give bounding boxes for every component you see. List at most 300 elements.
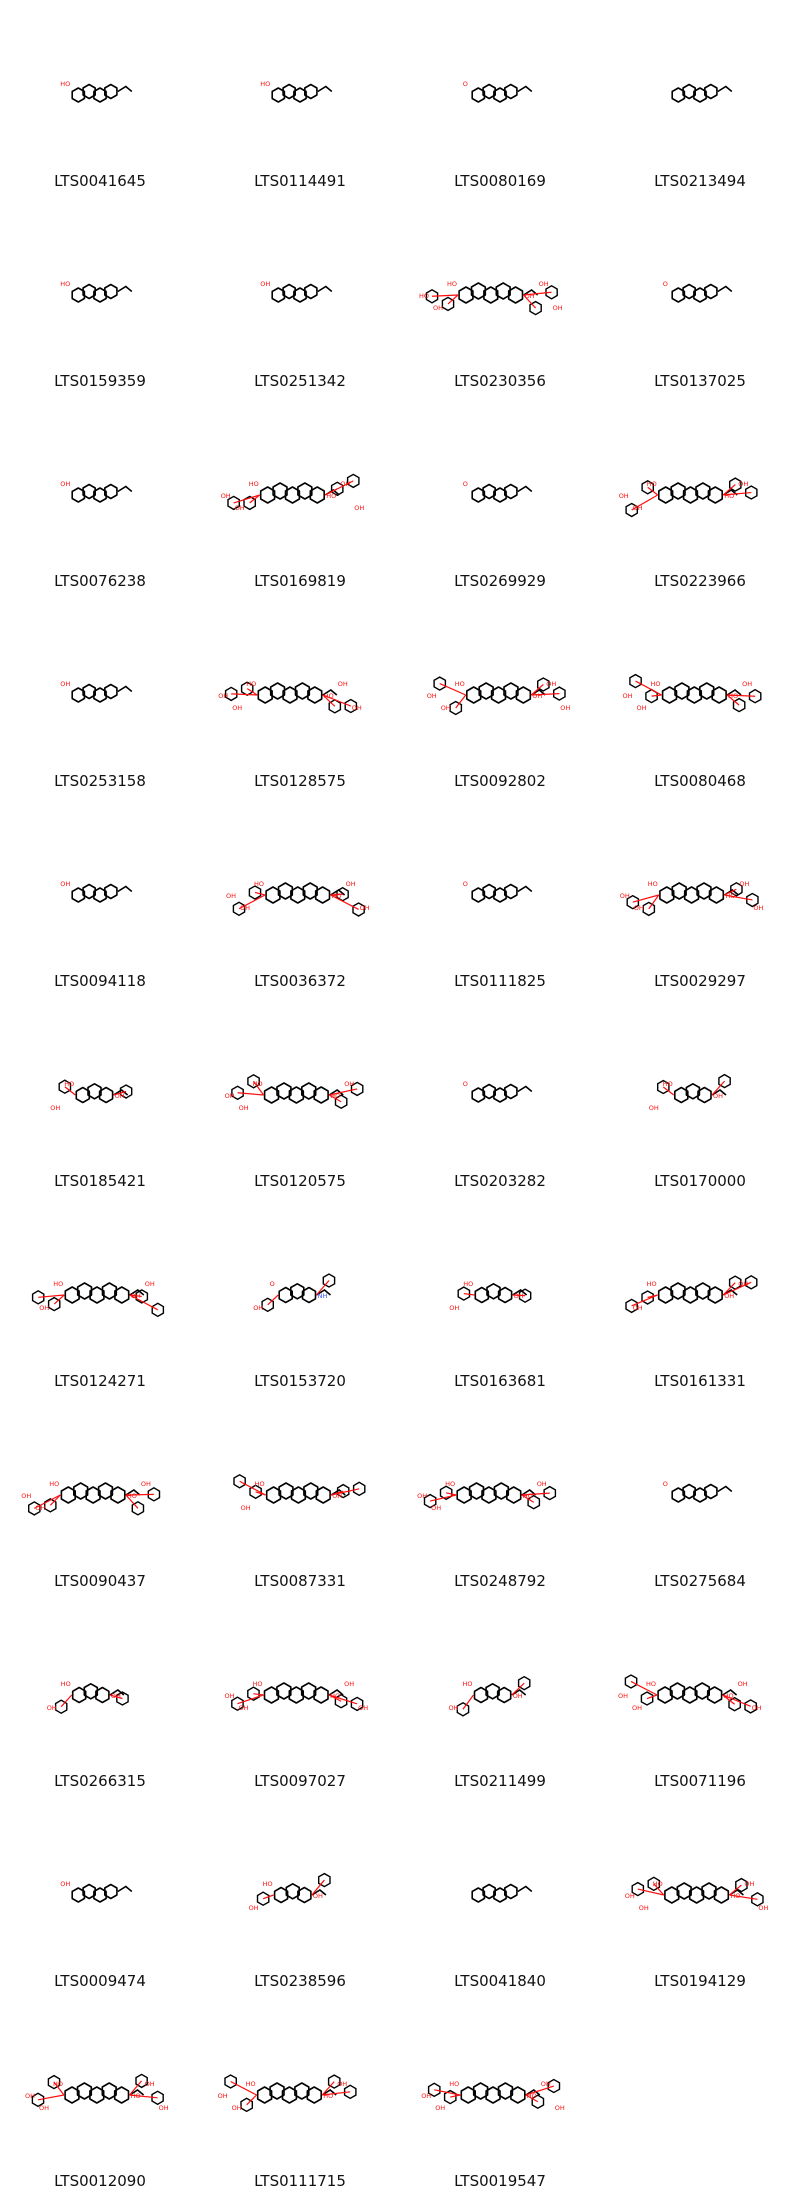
heteroatom-label: HO (646, 1280, 657, 1288)
structure-drawing (200, 610, 400, 760)
structure-drawing (400, 1010, 600, 1160)
heteroatom-label: HO (126, 1492, 137, 1500)
compound-id-label: LTS0071196 (654, 1772, 746, 1790)
heteroatom-label: OH (46, 1704, 57, 1712)
heteroatom-label: OH (110, 1692, 121, 1700)
compound-id-label: LTS0111715 (254, 2172, 346, 2190)
molecule-cell (400, 1800, 600, 2000)
heteroatom-label: OH (739, 880, 750, 888)
heteroatom-label: OH (144, 1280, 155, 1288)
heteroatom-label: OH (619, 892, 630, 900)
molecule-cell (0, 200, 200, 400)
compound-id-label: LTS0213494 (654, 172, 746, 190)
molecule-cell (200, 2000, 400, 2200)
compound-id-label: LTS0253158 (54, 772, 146, 790)
molecule-cell (0, 1400, 200, 1600)
molecule-cell (200, 800, 400, 1000)
molecule-cell (0, 1600, 200, 1800)
heteroatom-label: OH (248, 1904, 259, 1912)
molecule-cell (400, 1400, 600, 1600)
molecule-cell (0, 1000, 200, 1200)
compound-id-label: LTS0080169 (454, 172, 546, 190)
structure-drawing (600, 10, 800, 160)
compound-id-label: LTS0094118 (54, 972, 146, 990)
heteroatom-label: O (462, 880, 468, 888)
heteroatom-label: OH (231, 2104, 242, 2112)
heteroatom-label: HO (449, 2080, 460, 2088)
compound-id-label: LTS0153720 (254, 1372, 346, 1390)
structure-drawing (200, 810, 400, 960)
compound-id-label: LTS0114491 (254, 172, 346, 190)
heteroatom-label: OH (738, 1280, 749, 1288)
molecule-structure (200, 1810, 400, 1960)
structure-drawing (200, 410, 400, 560)
compound-id-label: LTS0163681 (454, 1372, 546, 1390)
compound-id-label: LTS0275684 (654, 1572, 746, 1590)
side-chain (718, 87, 732, 92)
heteroatom-label: OH (536, 1480, 547, 1488)
molecule-structure (600, 1010, 800, 1160)
heteroatom-label: OH (742, 680, 753, 688)
heteroatom-label: OH (218, 692, 229, 700)
molecule-cell (400, 1200, 600, 1400)
heteroatom-label: HO (418, 292, 430, 300)
heteroatom-label: OH (158, 2104, 169, 2112)
heteroatom-label: HO (454, 680, 465, 688)
molecule-cell (200, 1400, 400, 1600)
molecule-structure (600, 810, 800, 960)
molecule-cell (200, 0, 400, 200)
molecule-structure (0, 410, 200, 560)
heteroatom-label: NH (317, 1292, 328, 1300)
heteroatom-label: HO (724, 492, 735, 500)
heteroatom-label: OH (232, 704, 243, 712)
molecule-cell (200, 1200, 400, 1400)
structure-drawing (600, 1210, 800, 1360)
molecule-cell (0, 1800, 200, 2000)
molecule-structure (600, 10, 800, 160)
heteroatom-label: HO (248, 480, 259, 488)
side-chain (518, 887, 532, 892)
heteroatom-label: OH (130, 1292, 141, 1300)
heteroatom-label: HO (323, 692, 334, 700)
heteroatom-label: HO (326, 492, 337, 500)
heteroatom-label: HO (245, 2080, 256, 2088)
structure-drawing (0, 1810, 200, 1960)
side-chain (518, 87, 532, 92)
heteroatom-label: OH (253, 1304, 264, 1312)
heteroatom-label: OH (512, 1692, 523, 1700)
heteroatom-label: OH (60, 1880, 71, 1888)
heteroatom-label: OH (60, 680, 71, 688)
molecule-cell (400, 2000, 600, 2200)
molecule-structure (0, 1610, 200, 1760)
heteroatom-label: OH (35, 1504, 46, 1512)
compound-id-label: LTS0185421 (54, 1172, 146, 1190)
structure-drawing (200, 1410, 400, 1560)
heteroatom-label: OH (332, 1492, 343, 1500)
heteroatom-label: OH (648, 1104, 659, 1112)
heteroatom-label: O (662, 1480, 668, 1488)
side-chain (318, 287, 332, 292)
heteroatom-label: HO (330, 1092, 341, 1100)
heteroatom-label: OH (440, 704, 451, 712)
heteroatom-label: HO (60, 280, 71, 288)
molecule-cell (400, 1600, 600, 1800)
heteroatom-label: OH (724, 1292, 735, 1300)
heteroatom-label: HO (463, 1280, 474, 1288)
side-chain (118, 1887, 132, 1892)
heteroatom-label: OH (538, 280, 549, 288)
heteroatom-label: HO (254, 1480, 265, 1488)
heteroatom-label: HO (330, 1692, 341, 1700)
heteroatom-label: OH (617, 1692, 629, 1700)
heteroatom-label: HO (723, 1692, 734, 1700)
compound-id-label: LTS0041645 (54, 172, 146, 190)
heteroatom-label: OH (417, 1492, 428, 1500)
structure-drawing (0, 1410, 200, 1560)
side-chain (118, 687, 132, 692)
heteroatom-label: OH (260, 280, 271, 288)
heteroatom-label: HO (446, 280, 458, 288)
molecule-cell (200, 1000, 400, 1200)
molecule-structure (600, 210, 800, 360)
compound-id-label: LTS0111825 (454, 972, 546, 990)
molecule-structure (0, 1410, 200, 1560)
molecule-cell (600, 0, 800, 200)
structure-drawing (0, 610, 200, 760)
heteroatom-label: HO (60, 80, 71, 88)
molecule-cell (400, 800, 600, 1000)
heteroatom-label: HO (652, 1880, 663, 1888)
heteroatom-label: OH (421, 2092, 432, 2100)
side-chain (518, 1087, 532, 1092)
heteroatom-label: OH (344, 1080, 355, 1088)
heteroatom-label: OH (738, 480, 749, 488)
molecule-structure (400, 1010, 600, 1160)
molecule-structure (600, 610, 800, 760)
molecule-cell (600, 800, 800, 1000)
molecule-cell (200, 1600, 400, 1800)
heteroatom-label: OH (21, 1492, 32, 1500)
compound-id-label: LTS0041840 (454, 1972, 546, 1990)
structure-drawing (600, 1410, 800, 1560)
compound-id-label: LTS0269929 (454, 572, 546, 590)
heteroatom-label: HO (246, 680, 257, 688)
heteroatom-label: O (269, 1280, 275, 1288)
heteroatom-label: OH (24, 2092, 36, 2100)
structure-drawing (400, 1410, 600, 1560)
molecule-structure (400, 1610, 600, 1760)
heteroatom-label: OH (632, 1304, 643, 1312)
molecule-cell (200, 600, 400, 800)
compound-id-label: LTS0009474 (54, 1972, 146, 1990)
molecule-cell (0, 2000, 200, 2200)
structure-drawing (0, 810, 200, 960)
compound-id-label: LTS0090437 (54, 1572, 146, 1590)
heteroatom-label: OH (240, 1504, 251, 1512)
heteroatom-label: OH (435, 2104, 446, 2112)
heteroatom-label: OH (432, 304, 444, 312)
structure-drawing (0, 2010, 200, 2160)
glycosidic-bond (238, 1093, 264, 1095)
heteroatom-label: HO (662, 1080, 673, 1088)
heteroatom-label: OH (758, 1904, 769, 1912)
heteroatom-label: OH (60, 480, 71, 488)
molecule-structure (200, 1410, 400, 1560)
compound-id-label: LTS0019547 (454, 2172, 546, 2190)
molecule-structure (200, 1010, 400, 1160)
heteroatom-label: OH (238, 1704, 249, 1712)
compound-id-label: LTS0161331 (654, 1372, 746, 1390)
heteroatom-label: HO (252, 1080, 263, 1088)
heteroatom-label: HO (725, 892, 736, 900)
structure-drawing (0, 10, 200, 160)
structure-drawing (600, 610, 800, 760)
heteroatom-label: OH (546, 680, 557, 688)
structure-drawing (200, 1010, 400, 1160)
heteroatom-label: OH (358, 1704, 369, 1712)
molecule-cell (600, 200, 800, 400)
side-chain (318, 87, 332, 92)
molecule-structure (200, 610, 400, 760)
heteroatom-label: OH (552, 304, 563, 312)
compound-id-label: LTS0076238 (54, 572, 146, 590)
heteroatom-label: HO (130, 2092, 141, 2100)
molecule-cell (600, 400, 800, 600)
heteroatom-label: OH (524, 292, 535, 300)
side-chain (518, 1887, 532, 1892)
compound-id-label: LTS0238596 (254, 1972, 346, 1990)
molecule-cell (400, 0, 600, 200)
heteroatom-label: HO (462, 1680, 473, 1688)
molecule-cell (600, 1400, 800, 1600)
heteroatom-label: OH (632, 504, 643, 512)
molecule-structure (400, 610, 600, 760)
sugar-ring (262, 1298, 273, 1311)
compound-id-label: LTS0159359 (54, 372, 146, 390)
glycosidic-bond (432, 295, 458, 296)
structure-drawing (200, 1210, 400, 1360)
heteroatom-label: HO (445, 1480, 456, 1488)
molecule-cell (400, 600, 600, 800)
molecule-structure (0, 810, 200, 960)
heteroatom-label: OH (633, 904, 644, 912)
molecule-cell (400, 1000, 600, 1200)
molecule-structure (400, 1410, 600, 1560)
heteroatom-label: HO (522, 1492, 533, 1500)
heteroatom-label: OH (50, 1104, 61, 1112)
side-chain (118, 287, 132, 292)
molecule-cell (600, 1600, 800, 1800)
heteroatom-label: HO (253, 880, 265, 888)
heteroatom-label: OH (449, 1304, 460, 1312)
structure-drawing (200, 1810, 400, 1960)
molecule-structure (0, 10, 200, 160)
heteroatom-label: OH (431, 1504, 442, 1512)
structure-drawing (400, 1210, 600, 1360)
heteroatom-label: HO (64, 1080, 75, 1088)
heteroatom-label: HO (49, 1480, 60, 1488)
structure-drawing (600, 810, 800, 960)
heteroatom-label: HO (526, 2092, 537, 2100)
molecule-cell (400, 200, 600, 400)
molecule-structure (0, 1010, 200, 1160)
molecule-structure (400, 210, 600, 360)
molecule-structure (400, 10, 600, 160)
heteroatom-label: OH (337, 2080, 348, 2088)
heteroatom-label: OH (751, 1704, 762, 1712)
compound-id-label: LTS0124271 (54, 1372, 146, 1390)
glycosidic-bond (253, 1694, 263, 1695)
glycosidic-bond (652, 695, 662, 696)
molecule-structure (0, 1210, 200, 1360)
molecule-cell (0, 1200, 200, 1400)
compound-id-label: LTS0169819 (254, 572, 346, 590)
structure-drawing (0, 1010, 200, 1160)
molecule-structure (400, 810, 600, 960)
heteroatom-label: OH (513, 1292, 524, 1300)
molecule-structure (600, 1810, 800, 1960)
molecule-structure (0, 1810, 200, 1960)
structure-drawing (600, 1610, 800, 1760)
molecule-cell (200, 400, 400, 600)
structure-drawing (600, 1810, 800, 1960)
structure-drawing (600, 1010, 800, 1160)
heteroatom-label: OH (737, 1680, 748, 1688)
heteroatom-label: OH (426, 692, 437, 700)
side-chain (118, 487, 132, 492)
heteroatom-label: O (662, 280, 668, 288)
heteroatom-label: OH (345, 880, 356, 888)
heteroatom-label: OH (217, 2092, 228, 2100)
molecule-cell (0, 600, 200, 800)
heteroatom-label: OH (622, 692, 633, 700)
compound-id-label: LTS0080468 (654, 772, 746, 790)
heteroatom-label: HO (331, 892, 342, 900)
molecule-structure (400, 410, 600, 560)
molecule-structure (200, 810, 400, 960)
heteroatom-label: OH (344, 1680, 355, 1688)
structure-drawing (0, 210, 200, 360)
compound-id-label: LTS0137025 (654, 372, 746, 390)
heteroatom-label: O (462, 1080, 468, 1088)
structure-drawing (600, 410, 800, 560)
structure-drawing (400, 210, 600, 360)
heteroatom-label: OH (359, 904, 370, 912)
glycosidic-bond (430, 1495, 456, 1501)
heteroatom-label: HO (323, 2092, 334, 2100)
structure-drawing (400, 10, 600, 160)
compound-id-label: LTS0223966 (654, 572, 746, 590)
compound-id-label: LTS0194129 (654, 1972, 746, 1990)
compound-id-label: LTS0120575 (254, 1172, 346, 1190)
heteroatom-label: HO (260, 80, 271, 88)
molecule-structure (400, 1810, 600, 1960)
compound-id-label: LTS0251342 (254, 372, 346, 390)
heteroatom-label: OH (540, 2080, 551, 2088)
heteroatom-label: OH (354, 504, 365, 512)
heteroatom-label: OH (238, 1104, 249, 1112)
heteroatom-label: OH (39, 1304, 50, 1312)
heteroatom-label: OH (114, 1092, 125, 1100)
heteroatom-label: OH (144, 2080, 155, 2088)
heteroatom-label: OH (631, 1704, 643, 1712)
compound-id-label: LTS0092802 (454, 772, 546, 790)
structure-drawing (600, 210, 800, 360)
heteroatom-label: OH (337, 680, 348, 688)
molecule-structure (400, 1210, 600, 1360)
structure-drawing (400, 410, 600, 560)
structure-drawing (200, 10, 400, 160)
heteroatom-label: OH (624, 1892, 635, 1900)
molecule-structure (0, 210, 200, 360)
structure-drawing (400, 610, 600, 760)
molecule-structure (200, 410, 400, 560)
compound-id-label: LTS0248792 (454, 1572, 546, 1590)
heteroatom-label: OH (560, 704, 571, 712)
molecule-cell (200, 1800, 400, 2000)
compound-id-label: LTS0097027 (254, 1772, 346, 1790)
compound-id-label: LTS0211499 (454, 1772, 546, 1790)
sugar-ring (234, 1475, 245, 1488)
molecule-structure (200, 2010, 400, 2160)
heteroatom-label: HO (262, 1880, 273, 1888)
molecule-cell (600, 600, 800, 800)
heteroatom-label: HO (728, 692, 739, 700)
molecule-cell (0, 800, 200, 1000)
structure-drawing (400, 1810, 600, 1960)
molecule-cell (0, 0, 200, 200)
heteroatom-label: HO (645, 1680, 657, 1688)
heteroatom-label: OH (618, 492, 629, 500)
heteroatom-label: OH (225, 892, 237, 900)
structure-drawing (400, 810, 600, 960)
heteroatom-label: OH (753, 904, 764, 912)
glycosidic-bond (231, 694, 257, 695)
heteroatom-label: OH (636, 704, 647, 712)
molecule-cell (600, 1800, 800, 2000)
molecule-structure (600, 1610, 800, 1760)
molecule-cell (200, 200, 400, 400)
heteroatom-label: OH (224, 1092, 235, 1100)
structure-drawing (0, 1210, 200, 1360)
heteroatom-label: OH (351, 704, 362, 712)
molecule-cell (600, 1000, 800, 1200)
molecule-structure (200, 1210, 400, 1360)
heteroatom-label: OH (638, 1904, 649, 1912)
molecule-structure (0, 610, 200, 760)
heteroatom-label: OH (340, 480, 351, 488)
heteroatom-label: OH (712, 1092, 724, 1100)
compound-id-label: LTS0012090 (54, 2172, 146, 2190)
heteroatom-label: HO (252, 1680, 263, 1688)
side-chain (118, 87, 132, 92)
heteroatom-label: HO (647, 880, 658, 888)
molecule-cell (0, 400, 200, 600)
heteroatom-label: OH (554, 2104, 565, 2112)
structure-drawing (0, 410, 200, 560)
heteroatom-label: OH (38, 2104, 50, 2112)
heteroatom-label: OH (234, 504, 245, 512)
compound-id-label: LTS0230356 (454, 372, 546, 390)
molecule-structure (400, 2010, 600, 2160)
heteroatom-label: OH (448, 1704, 459, 1712)
glycosidic-bond (464, 1294, 475, 1295)
heteroatom-label: OH (220, 492, 231, 500)
heteroatom-label: OH (312, 1892, 323, 1900)
glycosidic-bond (38, 1295, 64, 1297)
